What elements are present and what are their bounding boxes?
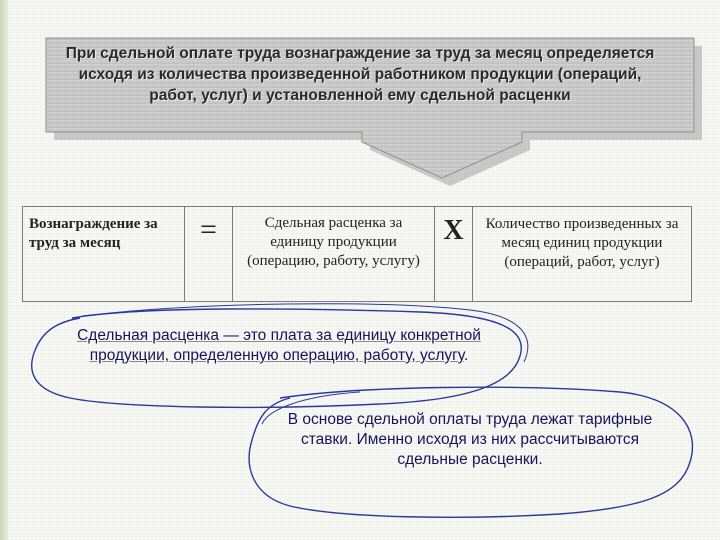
formula-quantity-cell: Количество произведенных за месяц единиц продукции (операций, работ, услуг)	[472, 206, 692, 302]
definition-text: Сдельная расценка — это плата за единицу конкретной продукции, определенную операцию, работу, услугу	[77, 327, 481, 364]
formula-row	[22, 206, 692, 302]
formula-rate-cell: Сдельная расценка за единицу продукции (операцию, работу, услугу)	[232, 206, 435, 302]
equals-sign: =	[185, 206, 232, 302]
note-text: В основе сдельной оплаты труда лежат тарифные ставки. Именно исходя из них рассчитываются сдельные расценки.	[287, 411, 653, 468]
formula-result-cell: Вознаграждение за труд за месяц	[22, 206, 185, 302]
callout-text: При сдельной оплате труда вознаграждение за труд за месяц определяется исходя из количества произведенной работником продукции (операций, работ, услуг) и установленной ему сдельной расценки	[65, 45, 655, 104]
definition-end-mark: .	[464, 347, 469, 364]
definition-block	[44, 326, 514, 366]
multiply-sign: Х	[435, 206, 472, 302]
